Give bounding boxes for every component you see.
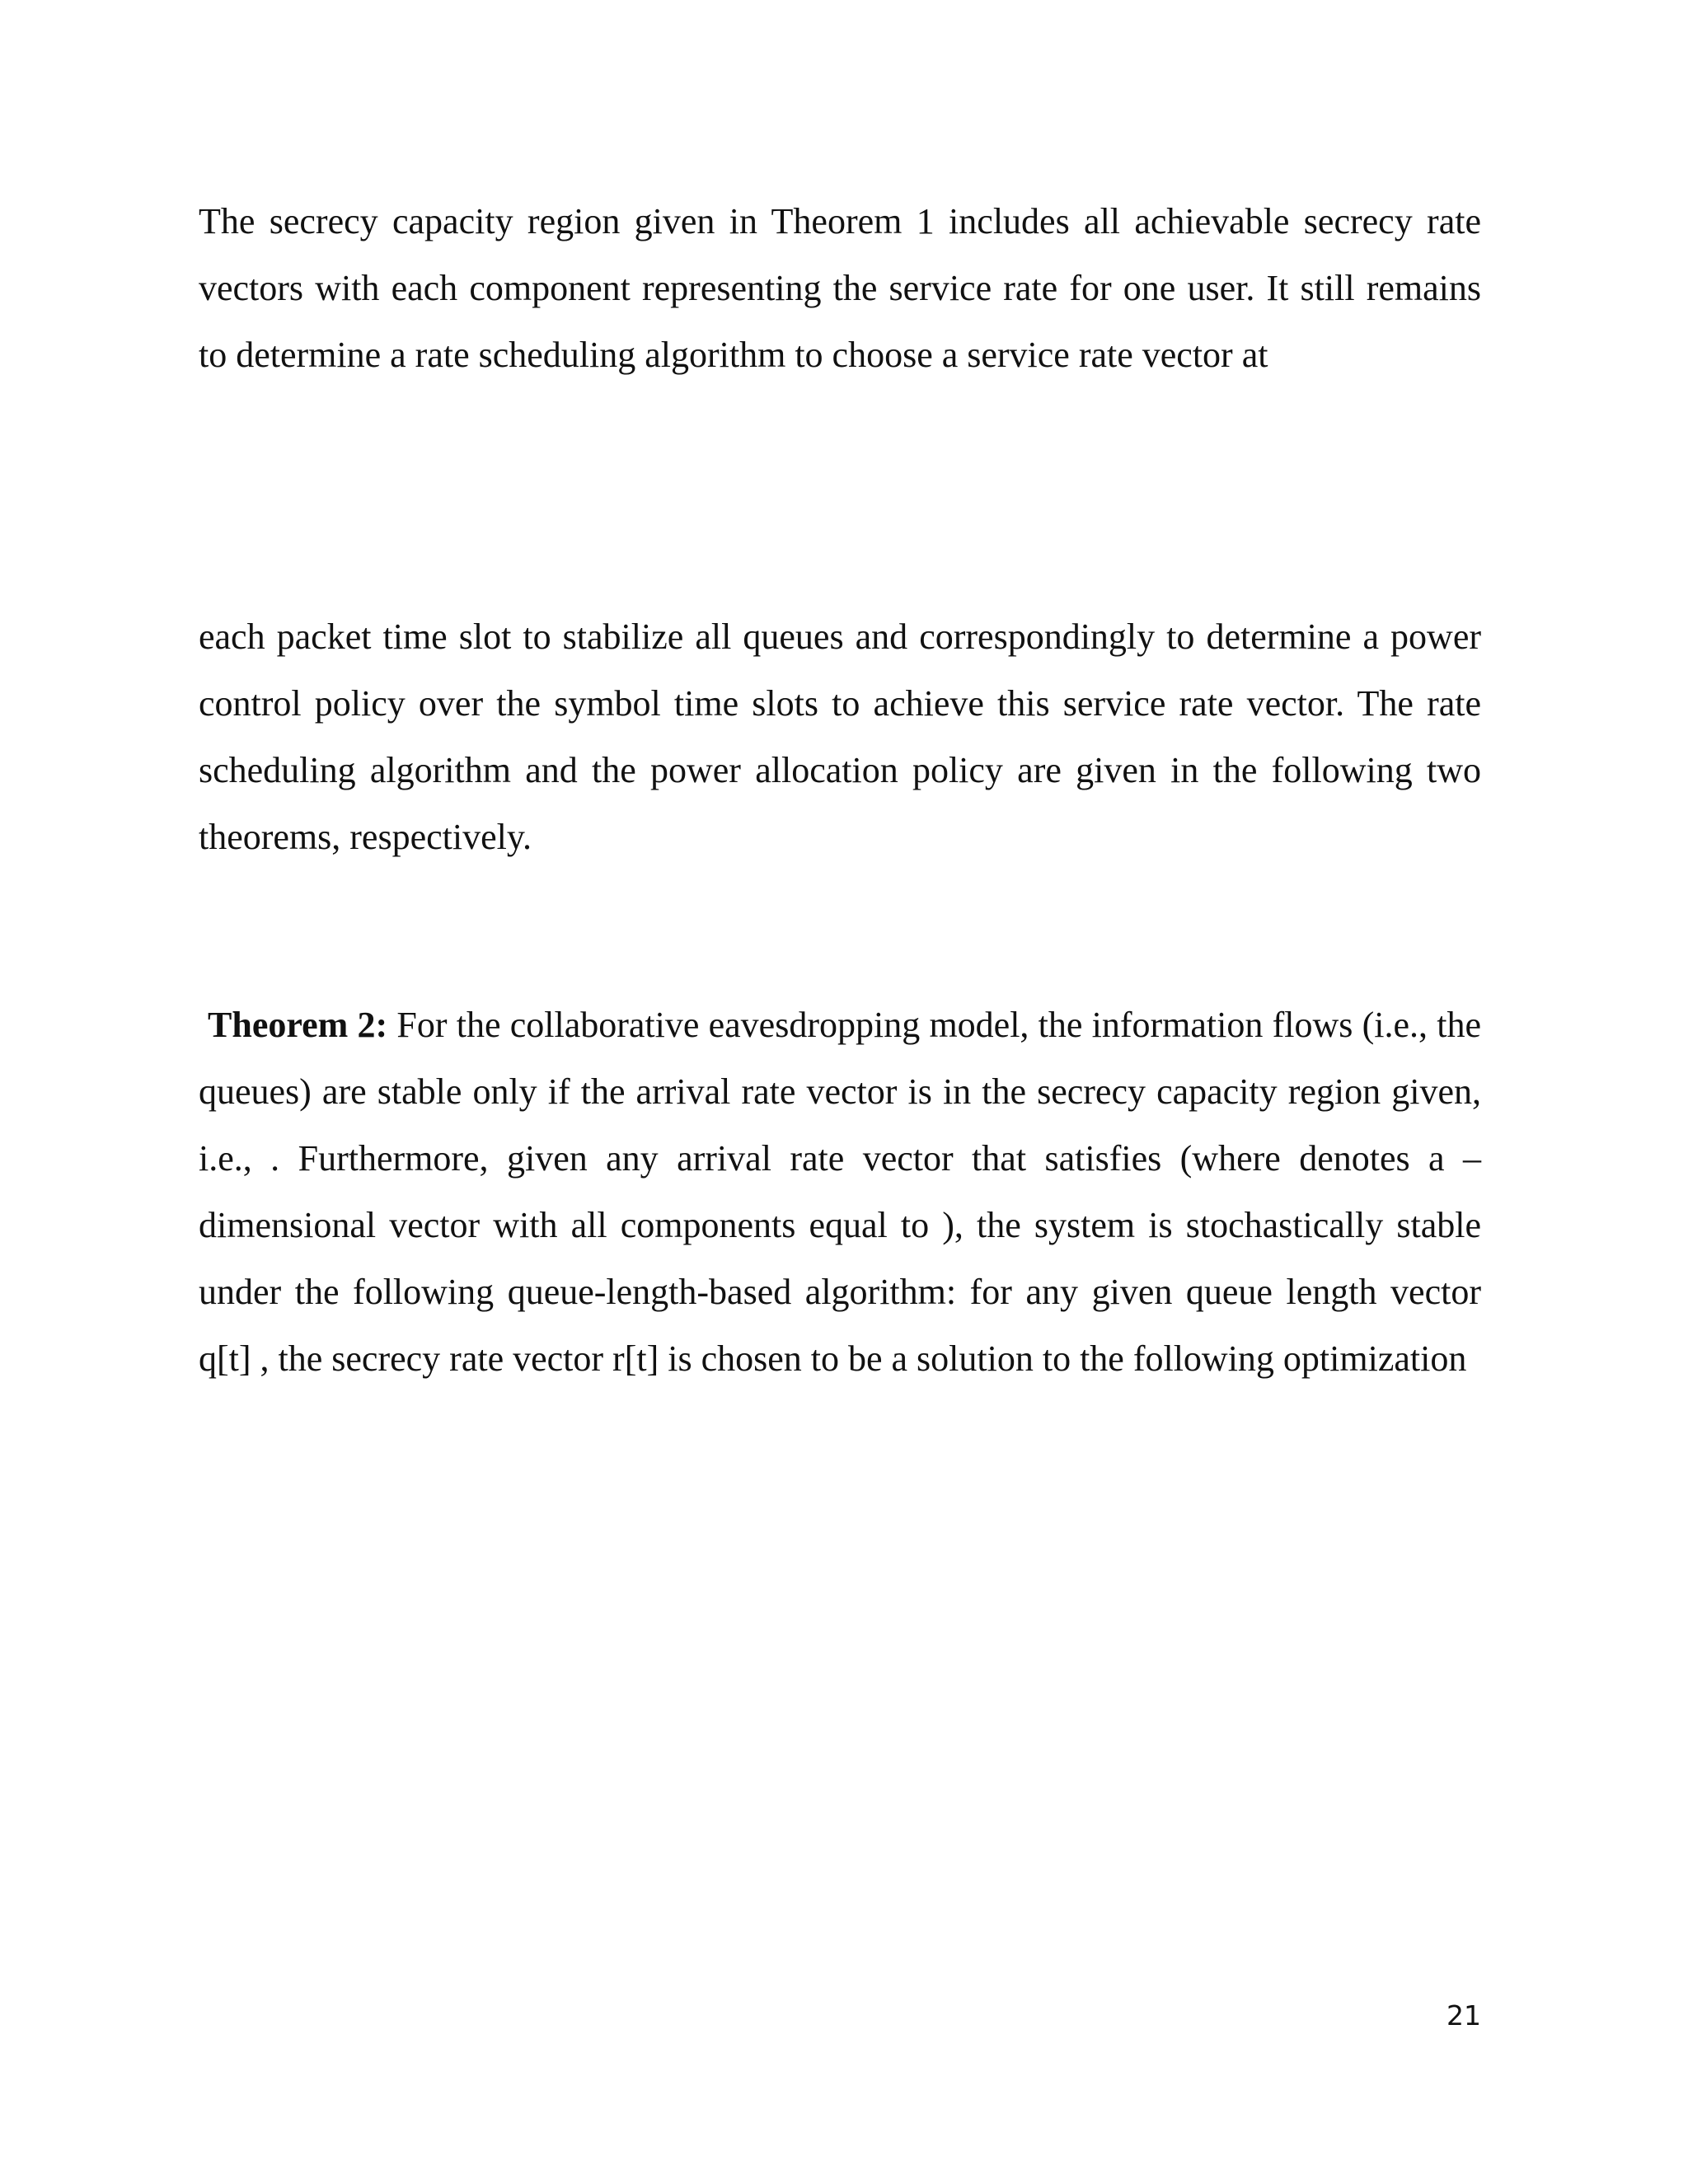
paragraph-rate-scheduling: each packet time slot to stabilize all queues and correspondingly to determine a power control policy over the symbol time slots to achieve this service rate vector. The rate scheduling algorithm and the power allocation policy are given in the following two theorems, respectively. <box>199 616 1481 857</box>
paragraph-secrecy-capacity: The secrecy capacity region given in Theorem 1 includes all achievable secrecy rate vectors with each component representing the service rate for one user. It still remains to determine a rate scheduling algorithm to choose a service rate vector at <box>199 201 1481 375</box>
theorem-label: Theorem 2: <box>208 1005 388 1045</box>
page-number: 21 <box>1447 1999 1481 2032</box>
theorem-2-paragraph <box>199 991 1481 1392</box>
theorem-body: For the collaborative eavesdropping model, the information flows (i.e., the queues) are stable only if the arrival rate vector is in the secrecy capacity region given, i.e., . Furthermore, given any arrival rate vector that satisfies (where denotes a –dimensional vector with all components equal to ), the system is stochastically stable under the following queue-length-based algorithm: for any given queue length vector q[t] , the secrecy rate vector r[t] is chosen to be a solution to the following optimization <box>199 1005 1481 1379</box>
